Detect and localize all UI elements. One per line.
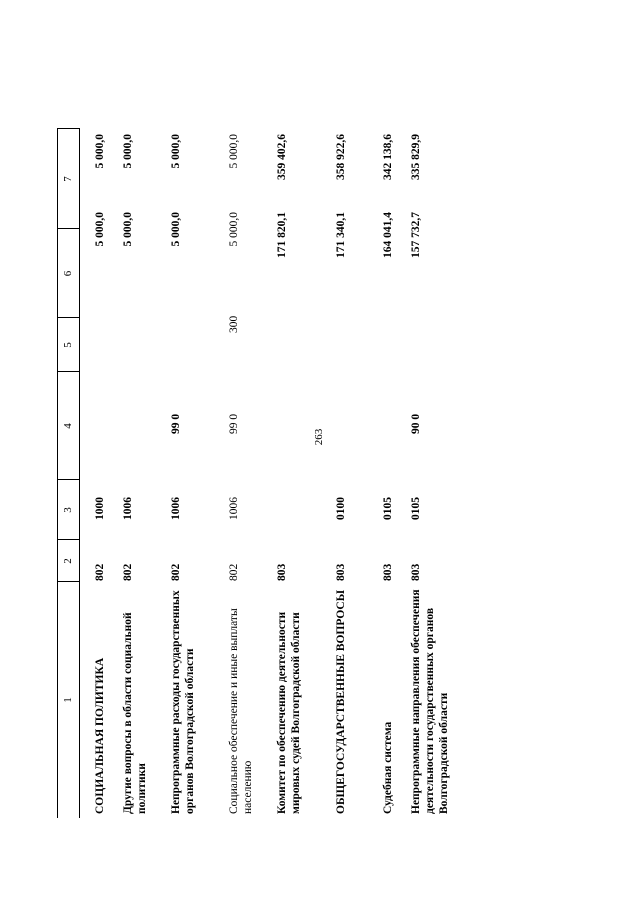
row-code: 803: [335, 563, 347, 581]
row-program: 99 0: [228, 413, 240, 434]
header-col-6: 6: [62, 270, 74, 277]
row-section: 1006: [170, 497, 182, 520]
row-value-7: 359 402,6: [276, 134, 288, 180]
header-col-7: 7: [62, 176, 74, 182]
header-col-2: 2: [62, 558, 74, 564]
header-col-4: 4: [62, 423, 74, 429]
row-section: 0100: [335, 497, 347, 520]
row-code: 802: [228, 563, 240, 581]
row-expense-type: 300: [228, 315, 240, 333]
row-program: 99 0: [170, 413, 182, 434]
row-name: ОБЩЕГОСУДАРСТВЕННЫЕ ВОПРОСЫ: [335, 589, 347, 814]
row-value-7: 5 000,0: [122, 134, 134, 169]
row-name: Судебная система: [382, 721, 394, 814]
row-value-6: 5 000,0: [122, 212, 134, 247]
row-value-7: 5 000,0: [94, 134, 106, 169]
row-section: 0105: [382, 497, 394, 520]
row-name: Другие вопросы в области социальной политики: [122, 612, 148, 814]
row-name: Непрограммные направления обеспечения деятельности государственных органов Волгоградской области: [410, 589, 450, 814]
row-code: 803: [276, 563, 288, 581]
row-value-6: 171 820,1: [276, 212, 288, 258]
row-code: 802: [122, 563, 134, 581]
row-value-7: 358 922,6: [335, 134, 347, 180]
row-value-7: 335 829,9: [410, 134, 422, 180]
row-value-7: 5 000,0: [170, 134, 182, 169]
row-value-6: 171 340,1: [335, 212, 347, 258]
header-bottom-border: [79, 128, 80, 818]
row-name: Комитет по обеспечению деятельности мировых судей Волгоградской области: [276, 611, 302, 814]
row-value-6: 5 000,0: [228, 212, 240, 247]
row-section: 1000: [94, 497, 106, 520]
row-code: 803: [410, 563, 422, 581]
row-name: Непрограммные расходы государственных органов Волгоградской области: [170, 590, 196, 814]
row-program: 90 0: [410, 413, 422, 434]
header-col-5: 5: [62, 342, 74, 348]
row-code: 802: [170, 563, 182, 581]
budget-table: [57, 128, 497, 818]
row-section: 1006: [228, 497, 240, 520]
row-code: 803: [382, 563, 394, 581]
row-value-7: 5 000,0: [228, 134, 240, 169]
page-number: 263: [313, 428, 325, 446]
row-name: СОЦИАЛЬНАЯ ПОЛИТИКА: [94, 657, 106, 814]
row-code: 802: [94, 563, 106, 581]
row-value-6: 164 041,4: [382, 212, 394, 258]
row-value-6: 5 000,0: [170, 212, 182, 247]
row-section: 1006: [122, 497, 134, 520]
header-col-3: 3: [62, 507, 74, 513]
row-section: 0105: [410, 497, 422, 520]
row-value-7: 342 138,6: [382, 134, 394, 180]
row-value-6: 5 000,0: [94, 212, 106, 247]
header-col-1: 1: [62, 697, 74, 703]
row-value-6: 157 732,7: [410, 212, 422, 258]
row-name: Социальное обеспечение и иные выплаты населению: [228, 608, 254, 814]
